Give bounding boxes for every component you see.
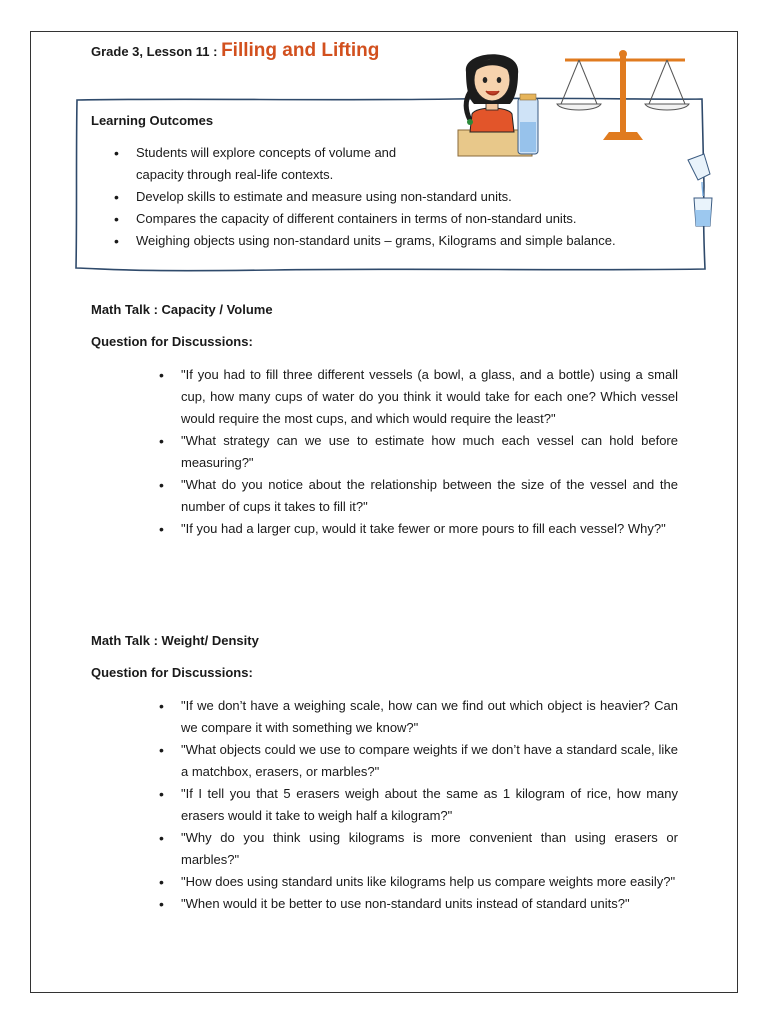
weight-question: • "If we don’t have a weighing scale, how can we find out which object is heavier? Can we compare it with something we know?" xyxy=(181,695,678,739)
weight-section-heading: Math Talk : Weight/ Density xyxy=(91,633,259,648)
outcome-item: • Students will explore concepts of volume and capacity through real-life contexts. xyxy=(136,142,436,186)
lesson-title xyxy=(91,40,379,62)
capacity-question: • "If you had to fill three different vessels (a bowl, a glass, and a bottle) using a small cup, how many cups of water do you think it would take for each one? Which vessel would require the most cups, and which would require the least?" xyxy=(181,364,678,430)
capacity-question: • "If you had a larger cup, would it take fewer or more pours to fill each vessel? Why?" xyxy=(181,518,678,540)
capacity-question: • "What do you notice about the relationship between the size of the vessel and the number of cups it takes to fill it?" xyxy=(181,474,678,518)
weight-question: • "What objects could we use to compare weights if we don’t have a standard scale, like a matchbox, erasers, or marbles?" xyxy=(181,739,678,783)
lesson-grade-prefix: Grade 3, Lesson 11 : xyxy=(91,44,222,59)
capacity-question-list xyxy=(181,364,678,540)
learning-outcomes-heading: Learning Outcomes xyxy=(91,113,214,128)
outcome-item: • Weighing objects using non-standard units – grams, Kilograms and simple balance. xyxy=(136,230,696,252)
capacity-discussion-subheading: Question for Discussions: xyxy=(91,334,253,349)
weight-question: • "If I tell you that 5 erasers weigh about the same as 1 kilogram of rice, how many erasers would it take to weigh half a kilogram?" xyxy=(181,783,678,827)
pouring-cup-glass-illustration xyxy=(684,152,718,230)
lesson-title-text: Filling and Lifting xyxy=(221,40,380,61)
balance-scale-illustration xyxy=(555,46,695,142)
outcome-item: • Compares the capacity of different containers in terms of non-standard units. xyxy=(136,208,696,230)
weight-question: • "When would it be better to use non-standard units instead of standard units?" xyxy=(181,893,678,915)
girl-with-bottle-illustration xyxy=(452,42,544,158)
weight-discussion-subheading: Question for Discussions: xyxy=(91,665,253,680)
weight-question: • "How does using standard units like kilograms help us compare weights more easily?" xyxy=(181,871,678,893)
weight-question: • "Why do you think using kilograms is more convenient than using erasers or marbles?" xyxy=(181,827,678,871)
learning-outcomes-list xyxy=(136,142,696,252)
weight-question-list xyxy=(181,695,678,915)
outcome-item: • Develop skills to estimate and measure using non-standard units. xyxy=(136,186,696,208)
capacity-question: • "What strategy can we use to estimate how much each vessel can hold before measuring?" xyxy=(181,430,678,474)
capacity-section-heading: Math Talk : Capacity / Volume xyxy=(91,302,273,317)
